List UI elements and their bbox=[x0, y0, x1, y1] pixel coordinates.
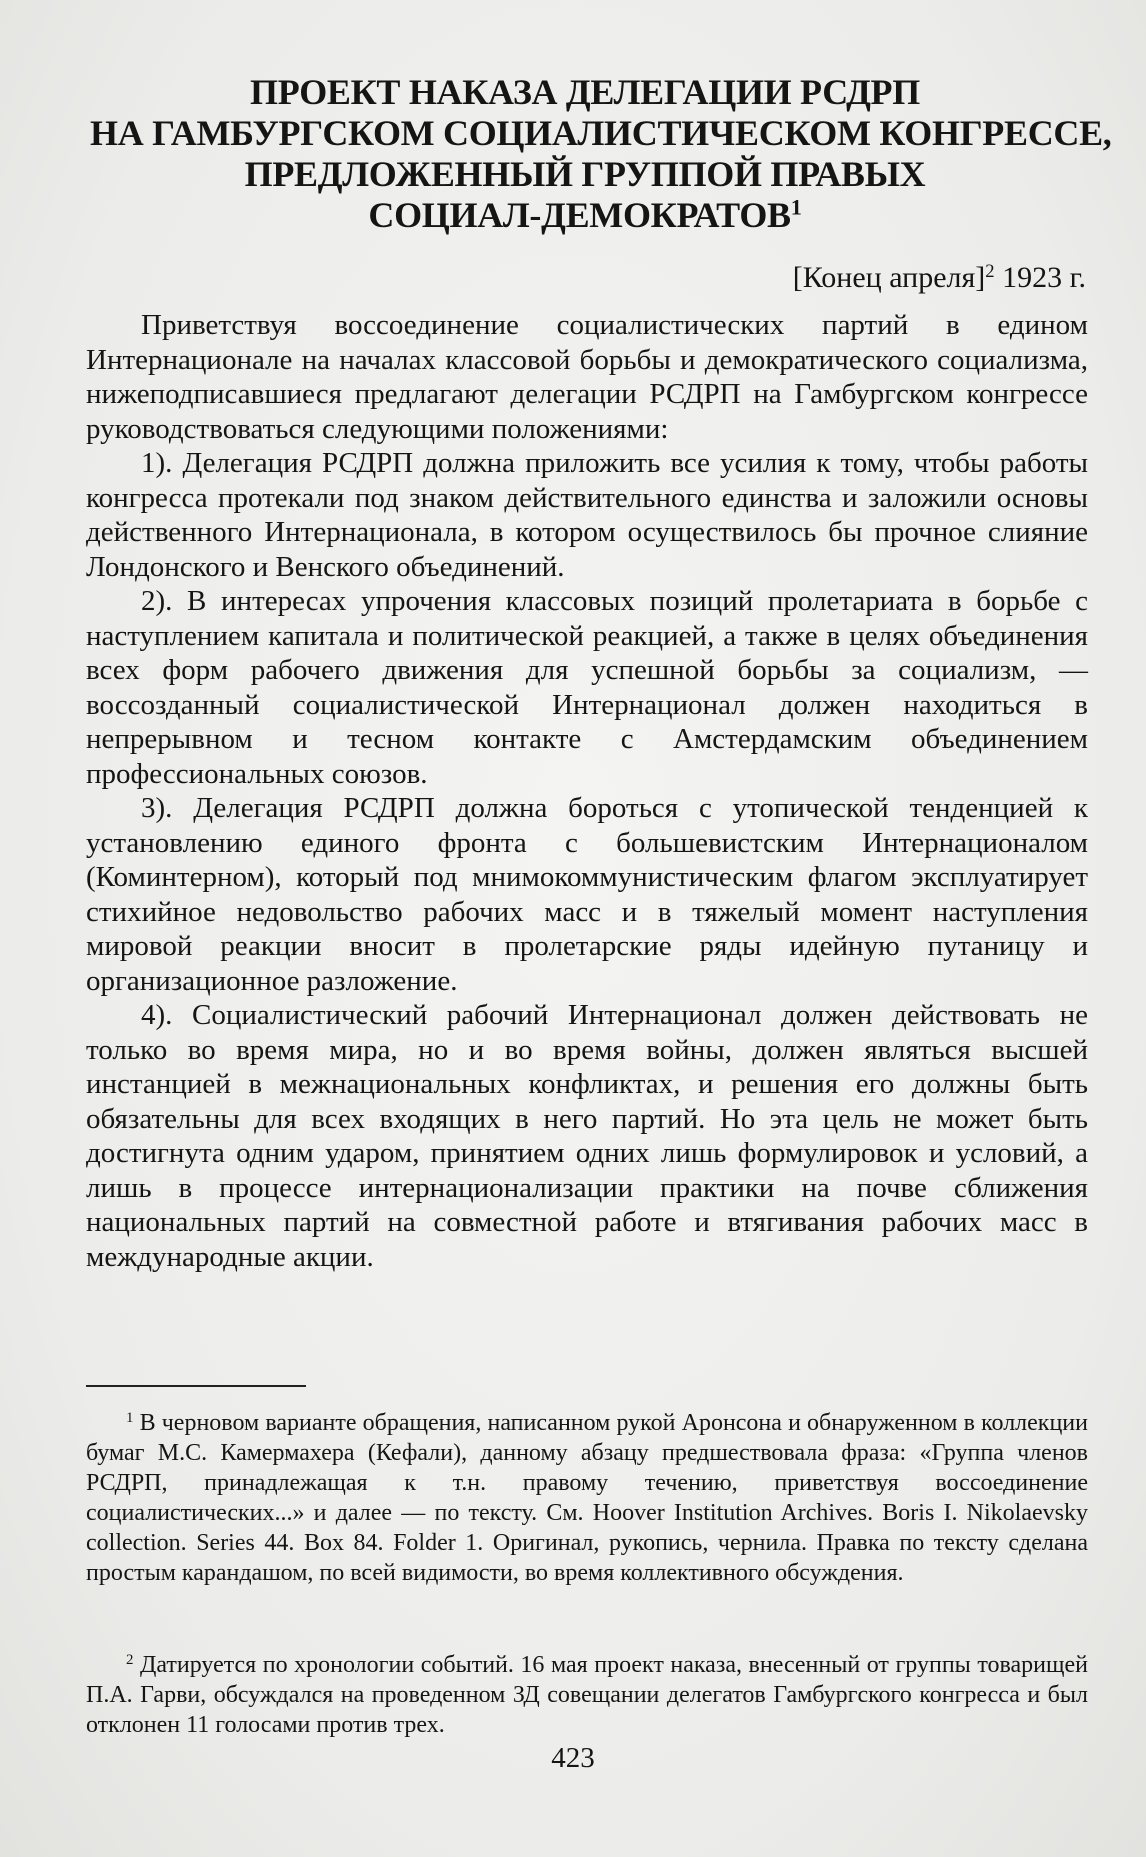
document-date bbox=[793, 260, 1086, 296]
footnote-text: В черновом варианте обращения, написанном рукой Аронсона и обнаруженном в коллекции бумаг М.С. Камермахера (Кефали), данному абзацу предшествовала фраза: «Группа членов РСДРП, принадлежащая к т.н. правому течению, приветствуя воссоединение социалистических...» и далее — по тексту. См. Hoover Institution Archives. Boris I. Nikolaevsky collection. Series 44. Box 84. Folder 1. Оригинал, рукопись, чернила. Правка по тексту сделана простым карандашом, по всей видимости, во время коллективного обсуждения. bbox=[86, 1410, 1088, 1586]
body-paragraph: Приветствуя воссоединение социалистических партий в едином Интернационале на началах классовой борьбы и демократического социализма, нижеподписавшиеся предлагают делегации РСДРП на Гамбургском конгрессе руководствоваться следующими положениями: bbox=[86, 309, 1088, 445]
page-number: 423 bbox=[551, 1742, 595, 1774]
footnote-divider bbox=[86, 1385, 306, 1387]
title-line: ПРОЕКТ НАКАЗА ДЕЛЕГАЦИИ РСДРП bbox=[250, 72, 920, 112]
body-paragraph: 1). Делегация РСДРП должна приложить все усилия к тому, чтобы работы конгресса протекали под знаком действительного единства и заложили основы действенного Интернационала, в котором осуществилось бы прочное слияние Лондонского и Венского объединений. bbox=[86, 447, 1088, 583]
body-paragraph: 2). В интересах упрочения классовых позиций пролетариата в борьбе с наступлением капитала и политической реакцией, а также в целях объединения всех форм рабочего движения для успешной борьбы за социализм, — воссозданный социалистической Интернационал должен находиться в непрерывном и тесном контакте с Амстердамским объединением профессиональных союзов. bbox=[86, 585, 1088, 790]
footnote-marker: 2 bbox=[126, 1651, 134, 1668]
title-line bbox=[90, 195, 1080, 236]
title-line: ПРЕДЛОЖЕННЫЙ ГРУППОЙ ПРАВЫХ bbox=[244, 154, 926, 194]
document-body bbox=[86, 308, 1088, 1274]
title-line: НА ГАМБУРГСКОМ СОЦИАЛИСТИЧЕСКОМ КОНГРЕССЕ, bbox=[90, 113, 1112, 153]
title-footnote-ref: 1 bbox=[790, 194, 802, 220]
date-footnote-ref: 2 bbox=[985, 260, 995, 282]
footnote-marker: 1 bbox=[126, 1409, 134, 1426]
date-year: 1923 г. bbox=[1002, 261, 1086, 294]
footnote bbox=[86, 1650, 1088, 1740]
date-prefix: [Конец апреля] bbox=[792, 261, 986, 294]
footnote bbox=[86, 1408, 1088, 1588]
title-line-text: СОЦИАЛ-ДЕМОКРАТОВ bbox=[368, 195, 791, 235]
body-paragraph: 4). Социалистический рабочий Интернационал должен действовать не только во время мира, но и во время войны, должен являться высшей инстанцией в межнациональных конфликтах, и решения его должны быть обязательны для всех входящих в него партий. Но эта цель не может быть достигнута одним ударом, принятием одних лишь формулировок и условий, а лишь в процессе интернационализации практики на почве сближения национальных партий на совместной работе и втягивания рабочих масс в международные акции. bbox=[86, 999, 1088, 1273]
document-title bbox=[90, 72, 1112, 236]
body-paragraph: 3). Делегация РСДРП должна бороться с утопической тенденцией к установлению единого фронта с большевистским Интернационалом (Коминтерном), который под мнимокоммунистическим флагом эксплуатирует стихийное недовольство рабочих масс и в тяжелый момент наступления мировой реакции вносит в пролетарские ряды идейную путаницу и организационное разложение. bbox=[86, 792, 1088, 997]
footnote-text: Датируется по хронологии событий. 16 мая проект наказа, внесенный от группы товарищей П.А. Гарви, обсуждался на проведенном ЗД совещании делегатов Гамбургского конгресса и был отклонен 11 голосами против трех. bbox=[86, 1652, 1088, 1738]
